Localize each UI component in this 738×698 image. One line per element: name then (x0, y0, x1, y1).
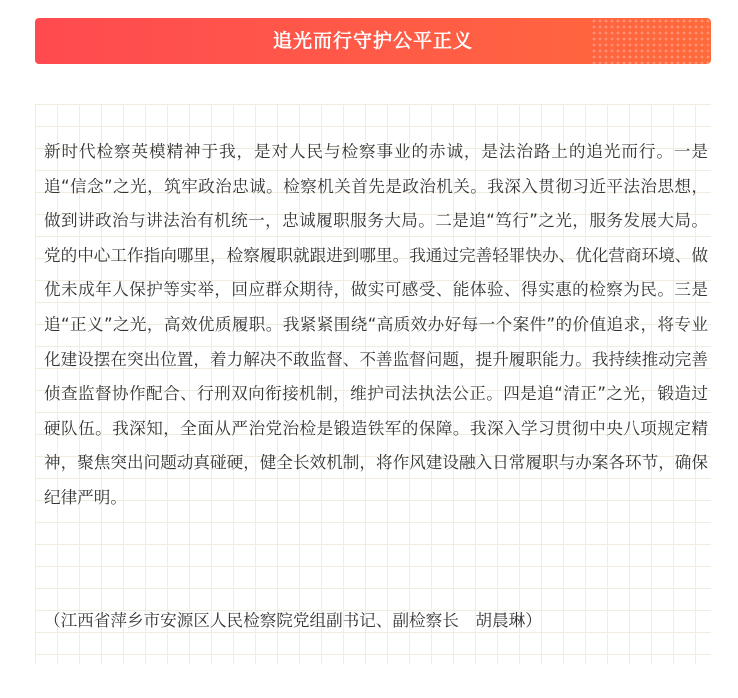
title-banner (35, 18, 711, 64)
article-body: 新时代检察英模精神于我，是对人民与检察事业的赤诚，是法治路上的追光而行。一是追“信念”之光，筑牢政治忠诚。检察机关首先是政治机关。我深入贯彻习近平法治思想，做到讲政治与讲法治有机统一，忠诚履职服务大局。二是追“笃行”之光，服务发展大局。党的中心工作指向哪里，检察履职就跟进到哪里。我通过完善轻罪快办、优化营商环境、做优未成年人保护等实举，回应群众期待，做实可感受、能体验、得实惠的检察为民。三是追“正义”之光，高效优质履职。我紧紧围绕“高质效办好每一个案件”的价值追求，将专业化建设摆在突出位置，着力解决不敢监督、不善监督问题，提升履职能力。我持续推动完善侦查监督协作配合、行刑双向衔接机制，维护司法执法公正。四是追“清正”之光，锻造过硬队伍。我深知，全面从严治党治检是锻造铁军的保障。我深入学习贯彻中央八项规定精神，聚焦突出问题动真碰硬，健全长效机制，将作风建设融入日常履职与办案各环节，确保纪律严明。 (44, 142, 708, 507)
author-signature: （江西省萍乡市安源区人民检察院党组副书记、副检察长 胡晨琳） (44, 611, 542, 630)
page-title: 追光而行守护公平正义 (272, 30, 473, 52)
